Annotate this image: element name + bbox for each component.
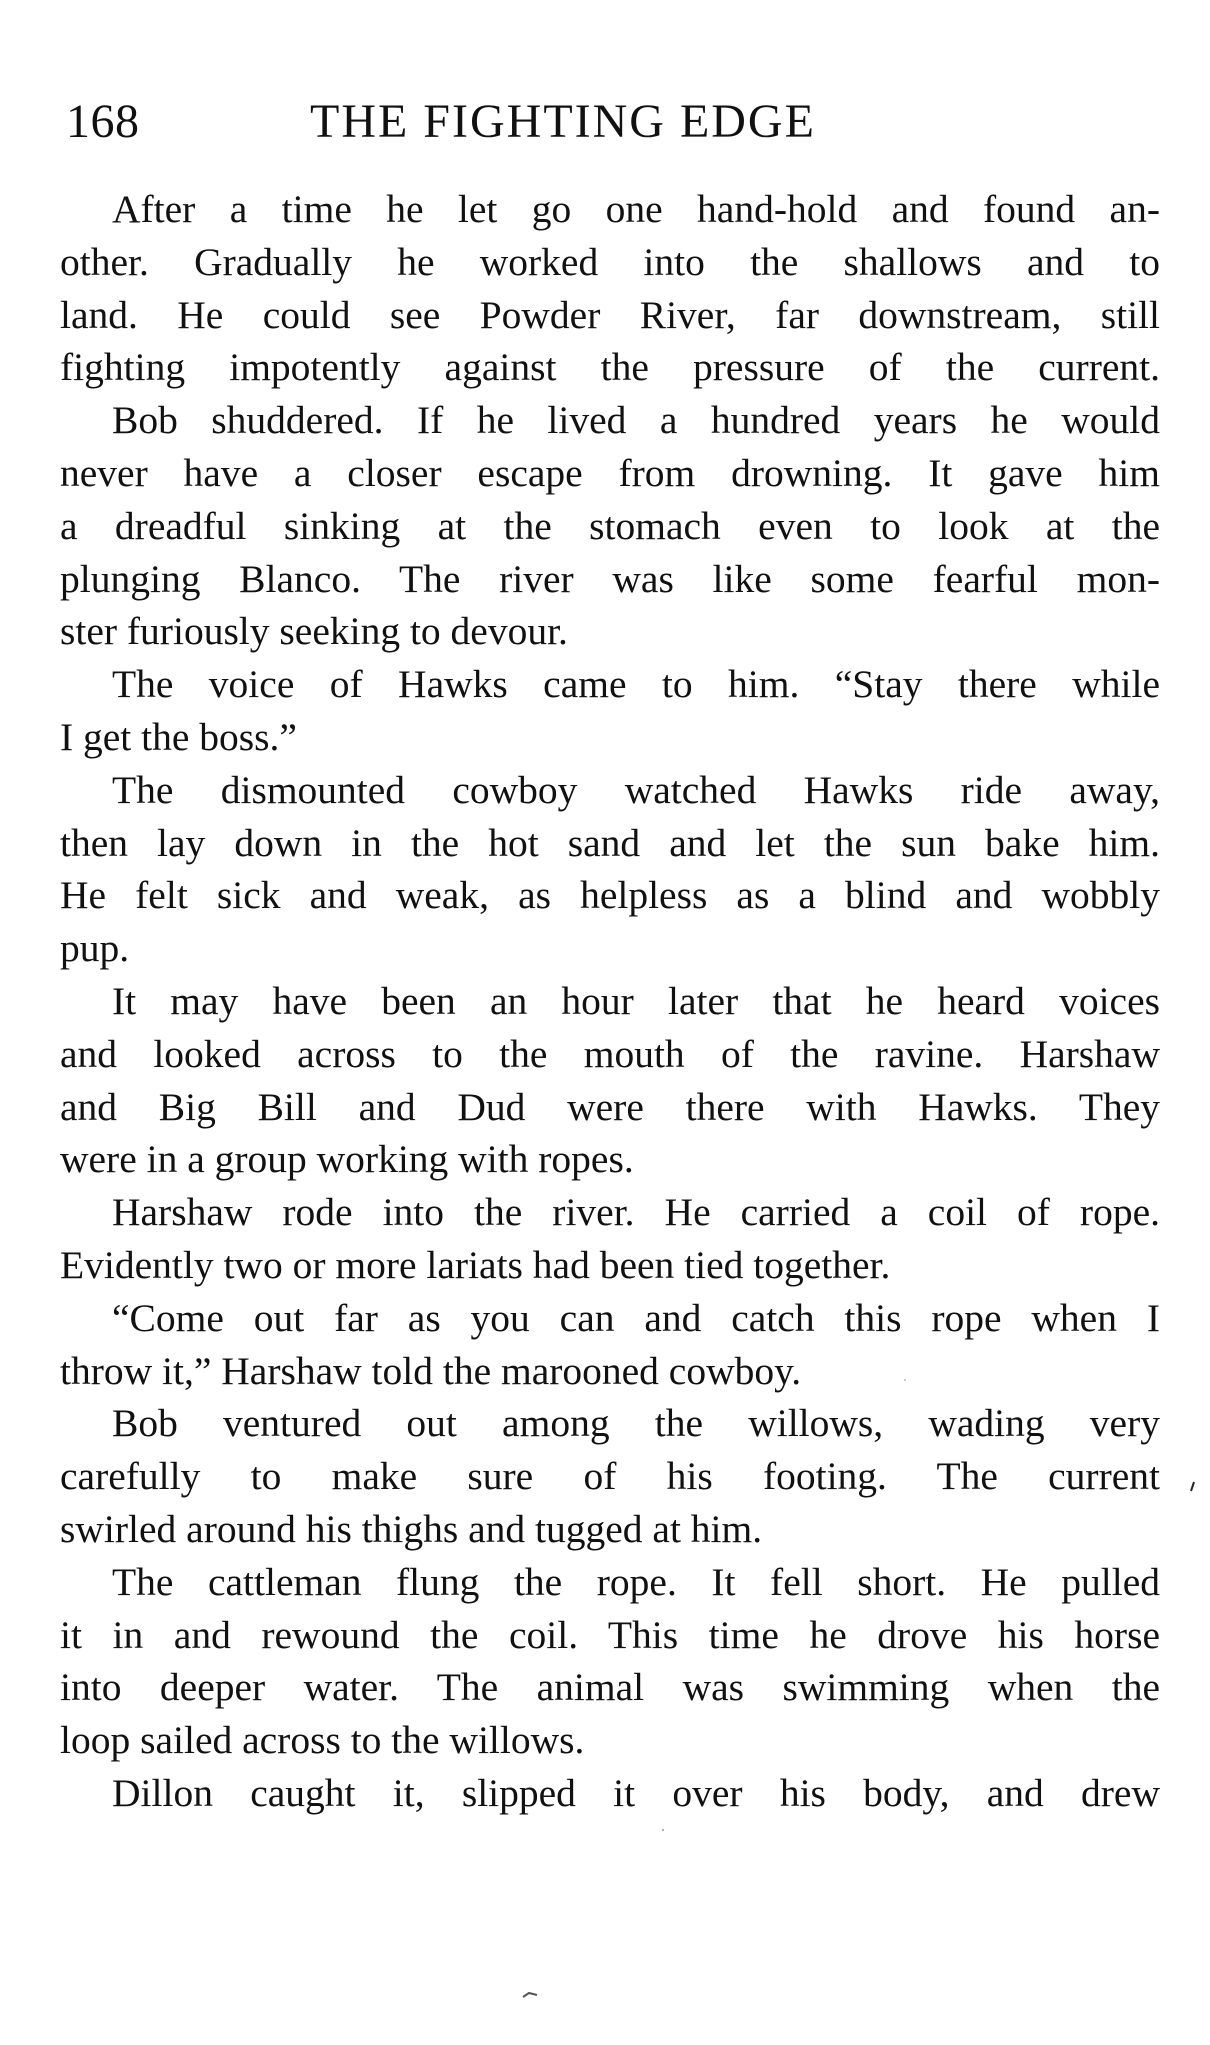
text-line: plunging Blanco. The river was like some fearful mon- <box>60 556 1160 601</box>
text-line: Bob shuddered. If he lived a hundred years he would <box>112 398 1160 443</box>
body-text <box>60 183 1160 1820</box>
text-line: fighting impotently against the pressure of the current. <box>60 345 1160 390</box>
running-title: THE FIGHTING EDGE <box>310 95 816 148</box>
text-line: throw it,” Harshaw told the marooned cowboy. <box>60 1348 802 1393</box>
text-line: I get the boss.” <box>60 714 297 759</box>
text-line: Harshaw rode into the river. He carried a coil of rope. <box>112 1190 1160 1235</box>
text-line: After a time he let go one hand-hold and found an- <box>112 187 1160 231</box>
text-line: He felt sick and weak, as helpless as a blind and wobbly <box>60 873 1160 918</box>
text-line: The cattleman flung the rope. It fell short. He pulled <box>112 1559 1160 1604</box>
text-line: a dreadful sinking at the stomach even to look at the <box>60 503 1160 548</box>
ink-speck <box>1191 1482 1194 1491</box>
text-line: It may have been an hour later that he heard voices <box>112 978 1160 1023</box>
text-line: then lay down in the hot sand and let the sun bake him. <box>60 820 1160 865</box>
text-line: it in and rewound the coil. This time he drove his horse <box>60 1612 1160 1657</box>
text-line: and looked across to the mouth of the ravine. Harshaw <box>60 1031 1160 1076</box>
text-line: The voice of Hawks came to him. “Stay there while <box>112 662 1160 707</box>
text-line: The dismounted cowboy watched Hawks ride away, <box>112 767 1160 812</box>
text-line: loop sailed across to the willows. <box>60 1718 585 1763</box>
text-line: and Big Bill and Dud were there with Hawks. They <box>60 1084 1160 1129</box>
text-line: ster furiously seeking to devour. <box>60 609 568 654</box>
text-line: never have a closer escape from drowning. It gave him <box>60 450 1160 495</box>
text-line: Dillon caught it, slipped it over his body, and drew <box>112 1770 1160 1815</box>
text-line: were in a group working with ropes. <box>60 1137 634 1182</box>
ink-speck <box>523 1993 537 1997</box>
text-line: swirled around his thighs and tugged at him. <box>60 1506 763 1551</box>
text-line: Bob ventured out among the willows, wading very <box>112 1401 1160 1446</box>
ink-speck <box>662 1829 664 1831</box>
text-line: Evidently two or more lariats had been tied together. <box>60 1242 891 1287</box>
running-head <box>66 92 1156 152</box>
text-line: land. He could see Powder River, far downstream, still <box>60 292 1160 337</box>
text-line: “Come out far as you can and catch this rope when I <box>112 1295 1160 1340</box>
text-line: carefully to make sure of his footing. The current <box>60 1454 1160 1499</box>
page-number: 168 <box>66 95 140 148</box>
text-line: into deeper water. The animal was swimming when the <box>60 1665 1160 1710</box>
text-line: other. Gradually he worked into the shallows and to <box>60 239 1160 284</box>
text-line: pup. <box>60 926 130 971</box>
